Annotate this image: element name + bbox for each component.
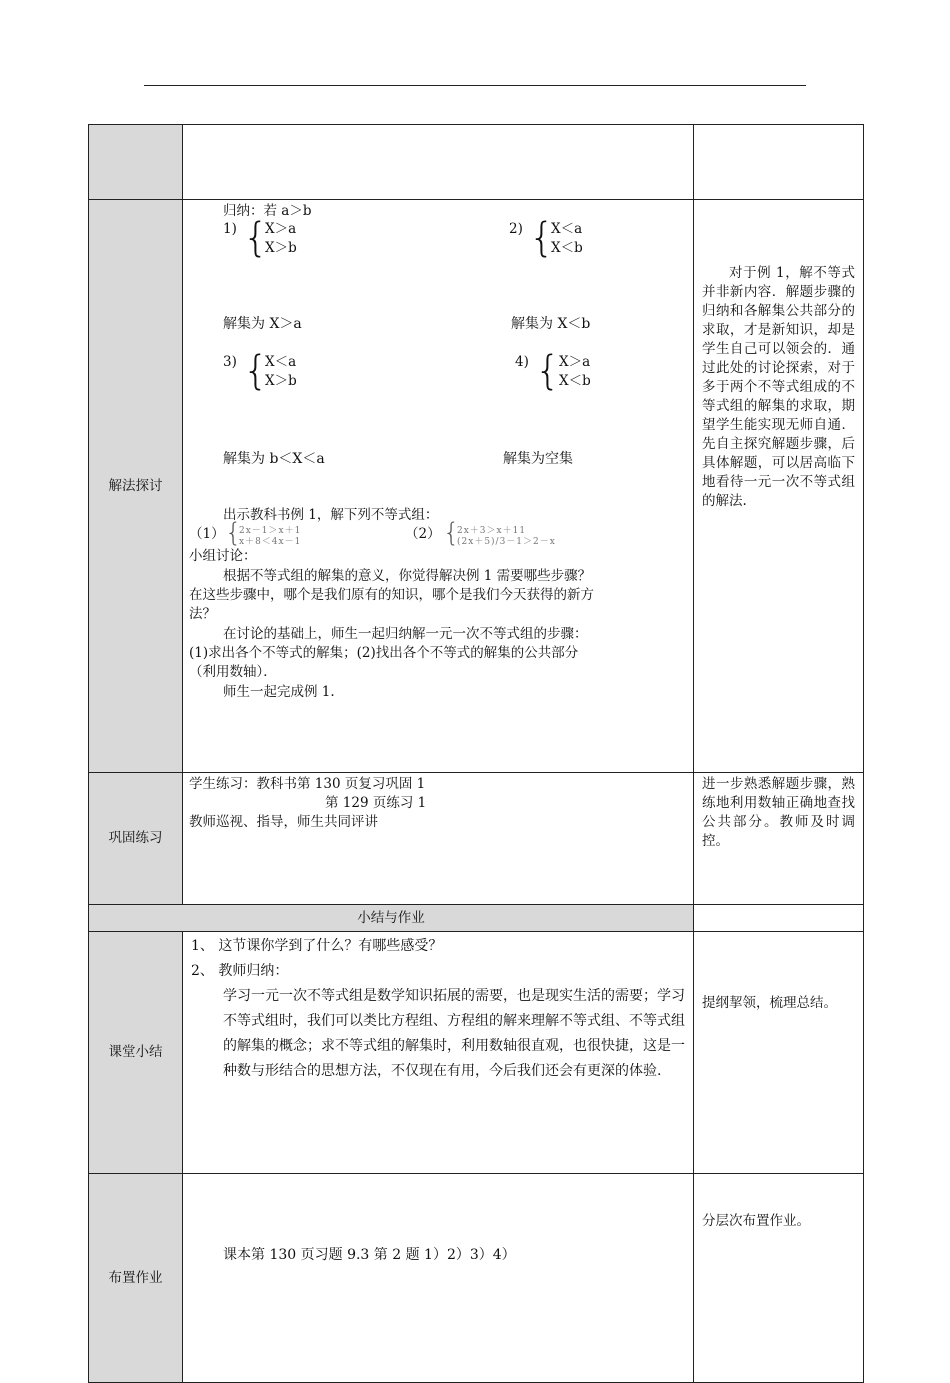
section-heading: 小结与作业 xyxy=(89,905,694,932)
summary-item1: 1、 这节课你学到了什么？有哪些感受？ xyxy=(191,938,443,954)
summary-intro: 归纳：若 a＞b xyxy=(223,203,312,219)
paragraph3: 师生一起完成例 1. xyxy=(223,684,335,700)
practice-line3: 教师巡视、指导，师生共同评讲 xyxy=(189,814,378,830)
row-label-homework: 布置作业 xyxy=(89,1174,183,1383)
case1-brace-icon: { xyxy=(243,215,269,261)
note-cell-summary: 提纲挈领，梳理总结。 xyxy=(694,932,864,1174)
case3-brace-icon: { xyxy=(243,348,269,394)
paragraph1-line3: 法？ xyxy=(189,606,216,622)
table-row-heading xyxy=(89,905,864,932)
row-label-method: 解法探讨 xyxy=(89,200,183,773)
example1-line1: 2x－1＞x＋1 xyxy=(239,526,302,536)
example1-number: （1） xyxy=(189,526,225,542)
heading-empty-cell xyxy=(694,905,864,932)
content-cell-method xyxy=(183,200,694,773)
case3-line1: X＜a xyxy=(265,354,297,370)
paragraph1-line2: 在这些步骤中，哪个是我们原有的知识，哪个是我们今天获得的新方 xyxy=(189,587,594,603)
discussion-title: 小组讨论： xyxy=(189,548,257,564)
case4-number: 4) xyxy=(515,354,529,370)
case1-number: 1) xyxy=(223,221,237,237)
case1-result: 解集为 X＞a xyxy=(223,316,302,332)
header-rule xyxy=(144,85,806,86)
case4-line1: X＞a xyxy=(559,354,591,370)
case2-brace-icon: { xyxy=(529,215,555,261)
case2-line2: X＜b xyxy=(551,240,583,256)
table-row-homework xyxy=(89,1174,864,1383)
example2-number: （2） xyxy=(405,526,441,542)
content-cell-homework xyxy=(183,1174,694,1383)
content-cell-summary xyxy=(183,932,694,1174)
case4-line2: X＜b xyxy=(559,373,591,389)
row-label-summary: 课堂小结 xyxy=(89,932,183,1174)
example-intro: 出示教科书例 1，解下列不等式组： xyxy=(223,507,439,523)
homework-content: 课本第 130 页习题 9.3 第 2 题 1）2）3）4） xyxy=(223,1247,516,1263)
table-row-method xyxy=(89,200,864,773)
case3-result: 解集为 b＜X＜a xyxy=(223,451,325,467)
note-cell-method: 对于例 1，解不等式并非新内容．解题步骤的归纳和各解集公共部分的求取，才是新知识，却是学生自己可以领会的．通过此处的讨论探索，对于多于两个不等式组成的不等式组的解集的求取，期望学生能实现无师自通．先自主探究解题步骤，后具体解题，可以居高临下地看待一元一次不等式组的解法. xyxy=(694,200,864,773)
example1-brace-icon: { xyxy=(225,518,242,548)
practice-line1: 学生练习：教科书第 130 页复习巩固 1 xyxy=(189,776,426,792)
case2-result: 解集为 X＜b xyxy=(511,316,591,332)
example1-line2: x＋8＜4x－1 xyxy=(239,537,302,547)
case1-line1: X＞a xyxy=(265,221,297,237)
case4-brace-icon: { xyxy=(535,348,561,394)
note-cell-practice: 进一步熟悉解题步骤，熟练地利用数轴正确地查找公共部分。教师及时调控。 xyxy=(694,773,864,905)
paragraph2-line1: 在讨论的基础上，师生一起归纳解一元一次不等式组的步骤： xyxy=(223,626,588,642)
summary-item2: 2、 教师归纳： xyxy=(191,963,289,979)
practice-line2: 第 129 页练习 1 xyxy=(325,795,427,811)
table-row-summary xyxy=(89,932,864,1174)
content-cell-empty xyxy=(183,125,694,200)
example2-line1: 2x＋3＞x＋11 xyxy=(457,526,527,536)
note-cell-empty xyxy=(694,125,864,200)
case1-line2: X＞b xyxy=(265,240,297,256)
example2-line2: (2x＋5)/3－1＞2－x xyxy=(457,537,556,547)
paragraph2-line2: (1)求出各个不等式的解集；(2)找出各个不等式的解集的公共部分 xyxy=(189,645,579,661)
paragraph1-line1: 根据不等式组的解集的意义，你觉得解决例 1 需要哪些步骤？ xyxy=(223,568,592,584)
content-cell-practice xyxy=(183,773,694,905)
table-row-top-empty xyxy=(89,125,864,200)
case2-number: 2) xyxy=(509,221,523,237)
table-row-practice xyxy=(89,773,864,905)
case4-result: 解集为空集 xyxy=(503,451,573,467)
row-label-practice: 巩固练习 xyxy=(89,773,183,905)
paragraph2-line3: （利用数轴）． xyxy=(189,664,277,680)
summary-body: 学习一元一次不等式组是数学知识拓展的需要，也是现实生活的需要；学习不等式组时，我们可以类比方程组、方程组的解来理解不等式组、不等式组的解集的概念；求不等式组的解集时，利用数轴很直观，也很快捷，这是一种数与形结合的思想方法，不仅现在有用，今后我们还会有更深的体验. xyxy=(223,988,685,1079)
case3-line2: X＞b xyxy=(265,373,297,389)
note-cell-homework: 分层次布置作业。 xyxy=(694,1174,864,1383)
example2-brace-icon: { xyxy=(443,518,460,548)
lesson-plan-table xyxy=(88,124,864,1383)
case3-number: 3) xyxy=(223,354,237,370)
row-label-empty xyxy=(89,125,183,200)
case2-line1: X＜a xyxy=(551,221,583,237)
